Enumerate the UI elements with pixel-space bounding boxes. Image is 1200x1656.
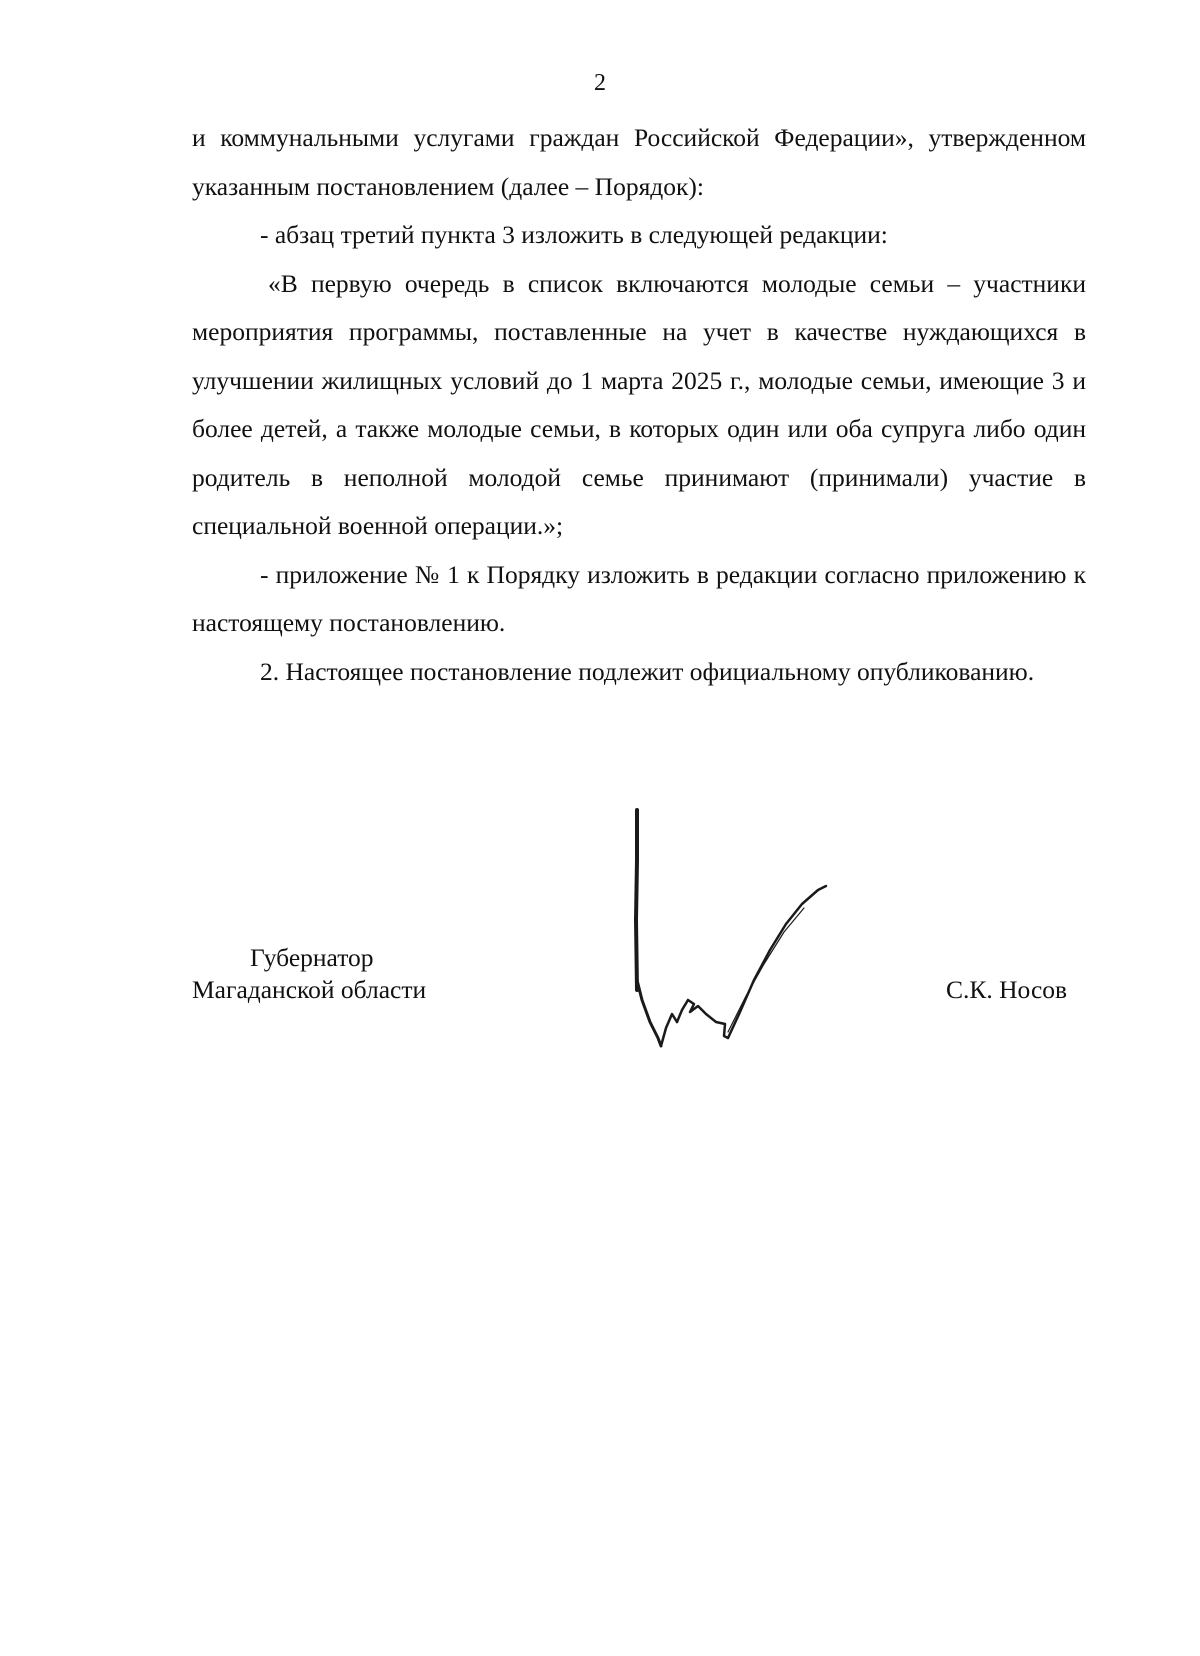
signatory-position-line2: Магаданской области [192,975,427,1004]
document-body [192,114,1086,696]
paragraph-quoted-text: «В первую очередь в список включаются молодые семьи – участники мероприятия программы, поставленные на учет в качестве нуждающихся в улучшении жилищных условий до 1 марта 2025 г., молодые семьи, имеющие 3 и более детей, а также молодые семьи, в которых один или оба супруга либо один родитель в неполной молодой семье принимают (принимали) участие в специальной военной операции.»; [192,268,1086,540]
handwritten-signature [628,800,858,1060]
paragraph-publication: 2. Настоящее постановление подлежит официальному опубликованию. [260,656,1035,686]
paragraph-appendix-item: - приложение № 1 к Порядку изложить в редакции согласно приложению к настоящему постановлению. [192,559,1086,637]
page-number: 2 [594,70,606,96]
signatory-name: С.К. Носов [946,975,1068,1004]
paragraph-amendment-item: - абзац третий пункта 3 изложить в следующей редакции: [260,220,888,249]
signatory-position-line1: Губернатор [250,943,374,972]
paragraph-continuation: и коммунальными услугами граждан Российской Федерации», утвержденном указанным постановлением (далее – Порядок): [192,123,1086,201]
signatory-position [192,942,426,1006]
